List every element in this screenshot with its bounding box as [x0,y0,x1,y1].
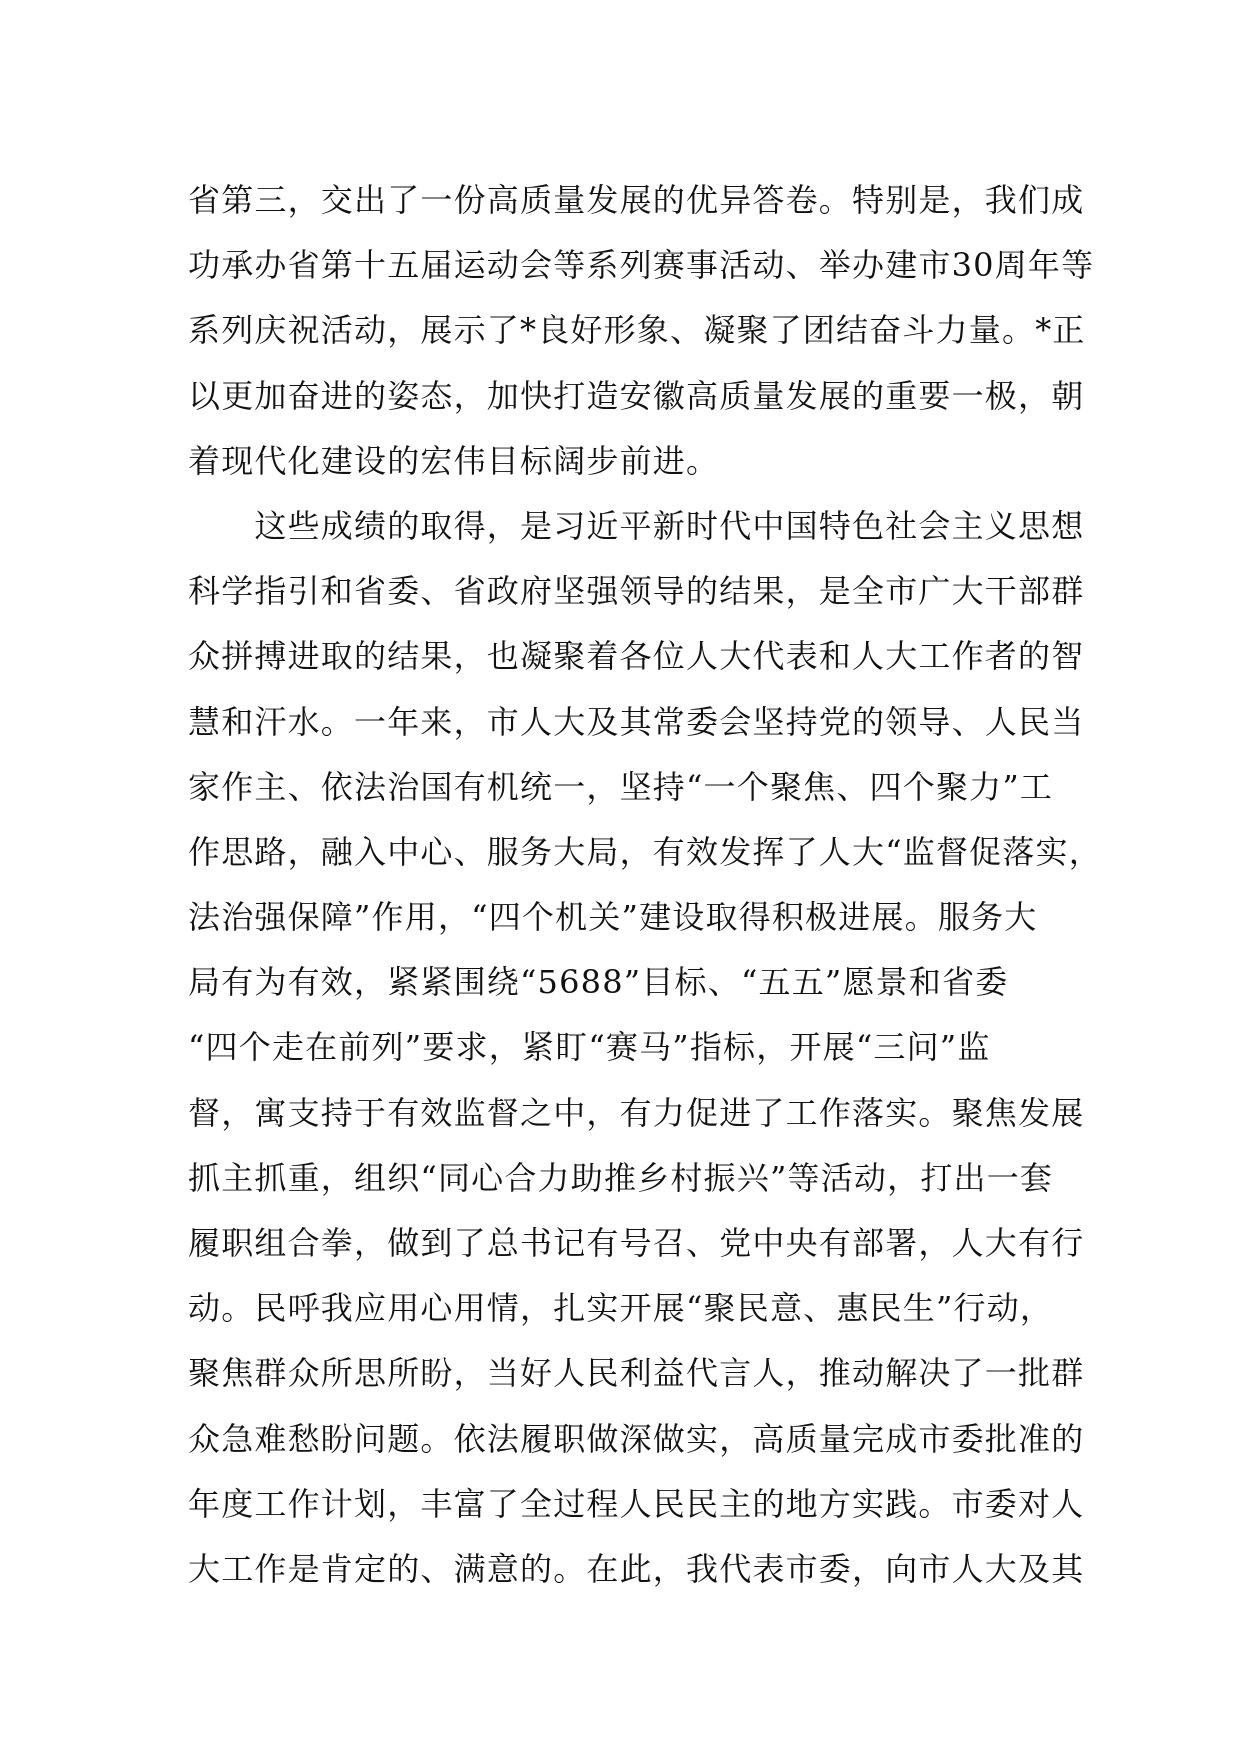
text-line: 履职组合拳，做到了总书记有号召、党中央有部署，人大有行 [188,1224,1085,1262]
text-line: 功承办省第十五届运动会等系列赛事活动、举办建市30周年等 [188,246,1095,285]
text-line: 动。民呼我应用心用情，扎实开展“聚民意、惠民生”行动， [188,1289,1054,1328]
text-line: 众急难愁盼问题。依法履职做深做实，高质量完成市委批准的 [188,1419,1085,1458]
text-line: “四个走在前列”要求，紧盯“赛马”指标，开展“三问”监 [188,1028,991,1067]
text-line: 系列庆祝活动，展示了*良好形象、凝聚了团结奋斗力量。*正 [188,311,1086,350]
text-line: 作思路，融入中心、服务大局，有效发挥了人大“监督促落实， [188,832,1102,871]
text-line: 督，寓支持于有效监督之中，有力促进了工作落实。聚焦发展 [188,1093,1085,1132]
text-line: 以更加奋进的姿态，加快打造安徽高质量发展的重要一极，朝 [188,376,1085,415]
text-line: 家作主、依法治国有机统一，坚持“一个聚焦、四个聚力”工 [188,767,1054,806]
text-line: 抓主抓重，组织“同心合力助推乡村振兴”等活动，打出一套 [188,1158,1054,1197]
body-text [188,168,1102,1602]
text-line: 着现代化建设的宏伟目标阔步前进。 [188,441,720,480]
text-line: 大工作是肯定的、满意的。在此，我代表市委，向市人大及其 [188,1549,1085,1588]
text-line: 众拼搏进取的结果，也凝聚着各位人大代表和人大工作者的智 [188,637,1085,676]
text-line: 省第三，交出了一份高质量发展的优异答卷。特别是，我们成 [188,181,1085,219]
text-line: 这些成绩的取得，是习近平新时代中国特色社会主义思想 [188,506,1085,545]
text-line: 年度工作计划，丰富了全过程人民民主的地方实践。市委对人 [188,1484,1085,1523]
text-line: 慧和汗水。一年来，市人大及其常委会坚持党的领导、人民当 [188,702,1085,741]
text-line: 科学指引和省委、省政府坚强领导的结果，是全市广大干部群 [188,572,1085,611]
text-line: 聚焦群众所思所盼，当好人民利益代言人，推动解决了一批群 [188,1354,1085,1393]
text-line: 法治强保障”作用，“四个机关”建设取得积极进展。服务大 [188,898,1038,937]
text-line: 局有为有效，紧紧围绕“5688”目标、“五五”愿景和省委 [188,963,1009,1002]
